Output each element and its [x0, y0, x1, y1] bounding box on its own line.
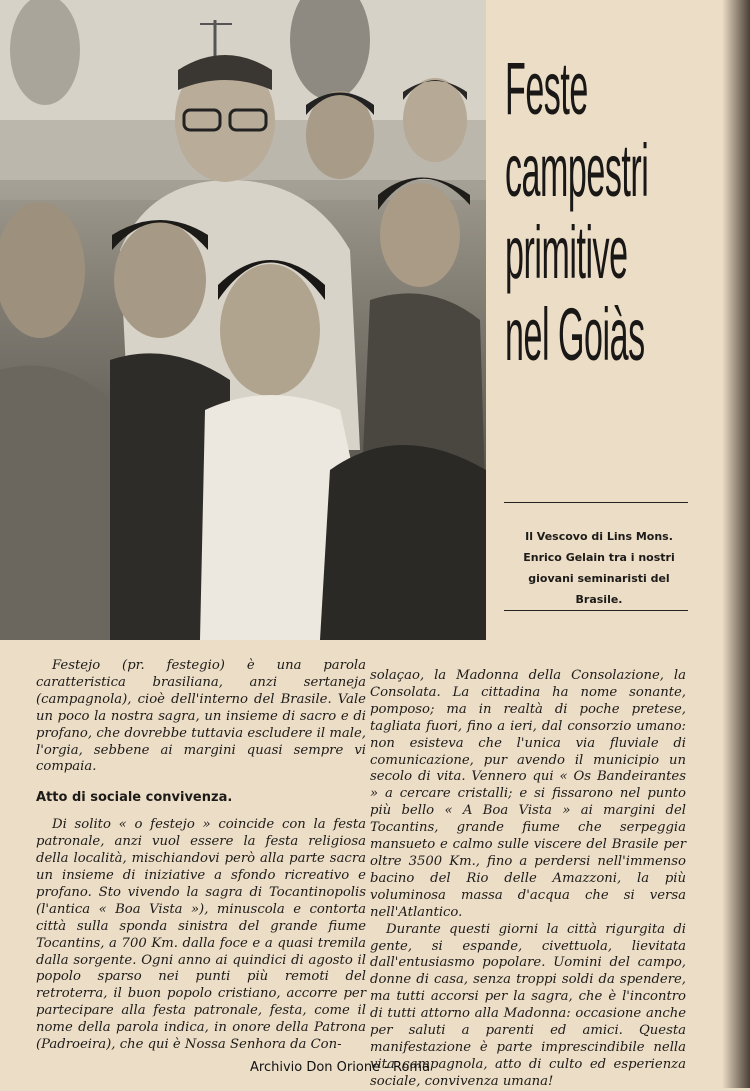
title-line: campestri [505, 129, 649, 212]
caption-bottom-rule [504, 610, 688, 611]
photo-caption: Il Vescovo di Lins Mons. Enrico Gelain tra i nostri giovani seminaristi del Brasile. [523, 530, 675, 606]
body-paragraph: Di solito « o festejo » coincide con la festa patronale, anzi vuol essere la festa religiosa della località, mischiandovi però alla parte sacra un insieme di iniziative a sfondo ricreativo e profano. Sto vivendo la sagra di Tocantinopolis (l'antica « Boa Vista »), minuscola e contorta città sulla sponda sinistra del grande fiume Tocantins, a 700 Km. dalla foce e a quasi tremila dalla sorgente. Ogni anno ai quindici di agosto il popolo sparso nei punti più remoti del retroterra, il buon popolo cristiano, accorre per partecipare alla festa patronale, festa, come il nome della parola indica, in onore della Patrona (Padroeira), che qui è Nossa Senhora da Con- [36, 817, 366, 1053]
article-title [505, 48, 698, 376]
group-photo [0, 0, 486, 640]
group-photo-illustration [0, 0, 486, 640]
page-binding-shadow [722, 0, 750, 1088]
title-line: nel Goiàs [505, 293, 645, 376]
caption-top-rule [504, 502, 688, 503]
body-paragraph: solaçao, la Madonna della Consolazione, la Consolata. La cittadina ha nome sonante, pomposo; ma in realtà di poche pretese, tagliata fuori, fino a ieri, dal consorzio umano: non esisteva che l'unica via fluviale di comunicazione, pur avendo il municipio un secolo di vita. Vennero qui « Os Bandeirantes » a cercare cristalli; e si fissarono nel punto più bello « A Boa Vista » ai margini del Tocantins, grande fiume che serpeggia mansueto e calmo sulle viscere del Brasile per oltre 3500 Km., fino a perdersi nell'immenso bacino del Rio delle Amazzoni, la più voluminosa massa d'acqua che si versa nell'Atlantico. [370, 668, 686, 920]
text-column-right [370, 668, 686, 1091]
section-heading: Atto di sociale convivenza. [36, 790, 233, 806]
title-line: Feste [505, 47, 588, 130]
intro-paragraph: Festejo (pr. festegio) è una parola caratteristica brasiliana, anzi sertaneja (campagnola), cioè dell'interno del Brasile. Vale un poco la nostra sagra, un insieme di sacro e di profano, che dovrebbe tuttavia escludere il male, l'orgia, sebbene ai margini quasi sempre vi compaia. [36, 658, 366, 775]
archive-footer: Archivio Don Orione - Roma [250, 1060, 431, 1075]
body-paragraph: Durante questi giorni la città rigurgita di gente, si espande, civettuola, lievitata dall'entusiasmo popolare. Uomini del campo, donne di casa, senza troppi soldi da spendere, ma tutti accorsi per la sagra, che è l'incontro di tutti attorno alla Madonna: occasione anche per saluti a parenti ed amici. Questa manifestazione è parte imprescindibile nella vita campagnola, atto di culto ed esperienza sociale, convivenza umana! [370, 921, 686, 1089]
text-column-left [36, 658, 366, 1054]
title-line: primitive [505, 211, 628, 294]
